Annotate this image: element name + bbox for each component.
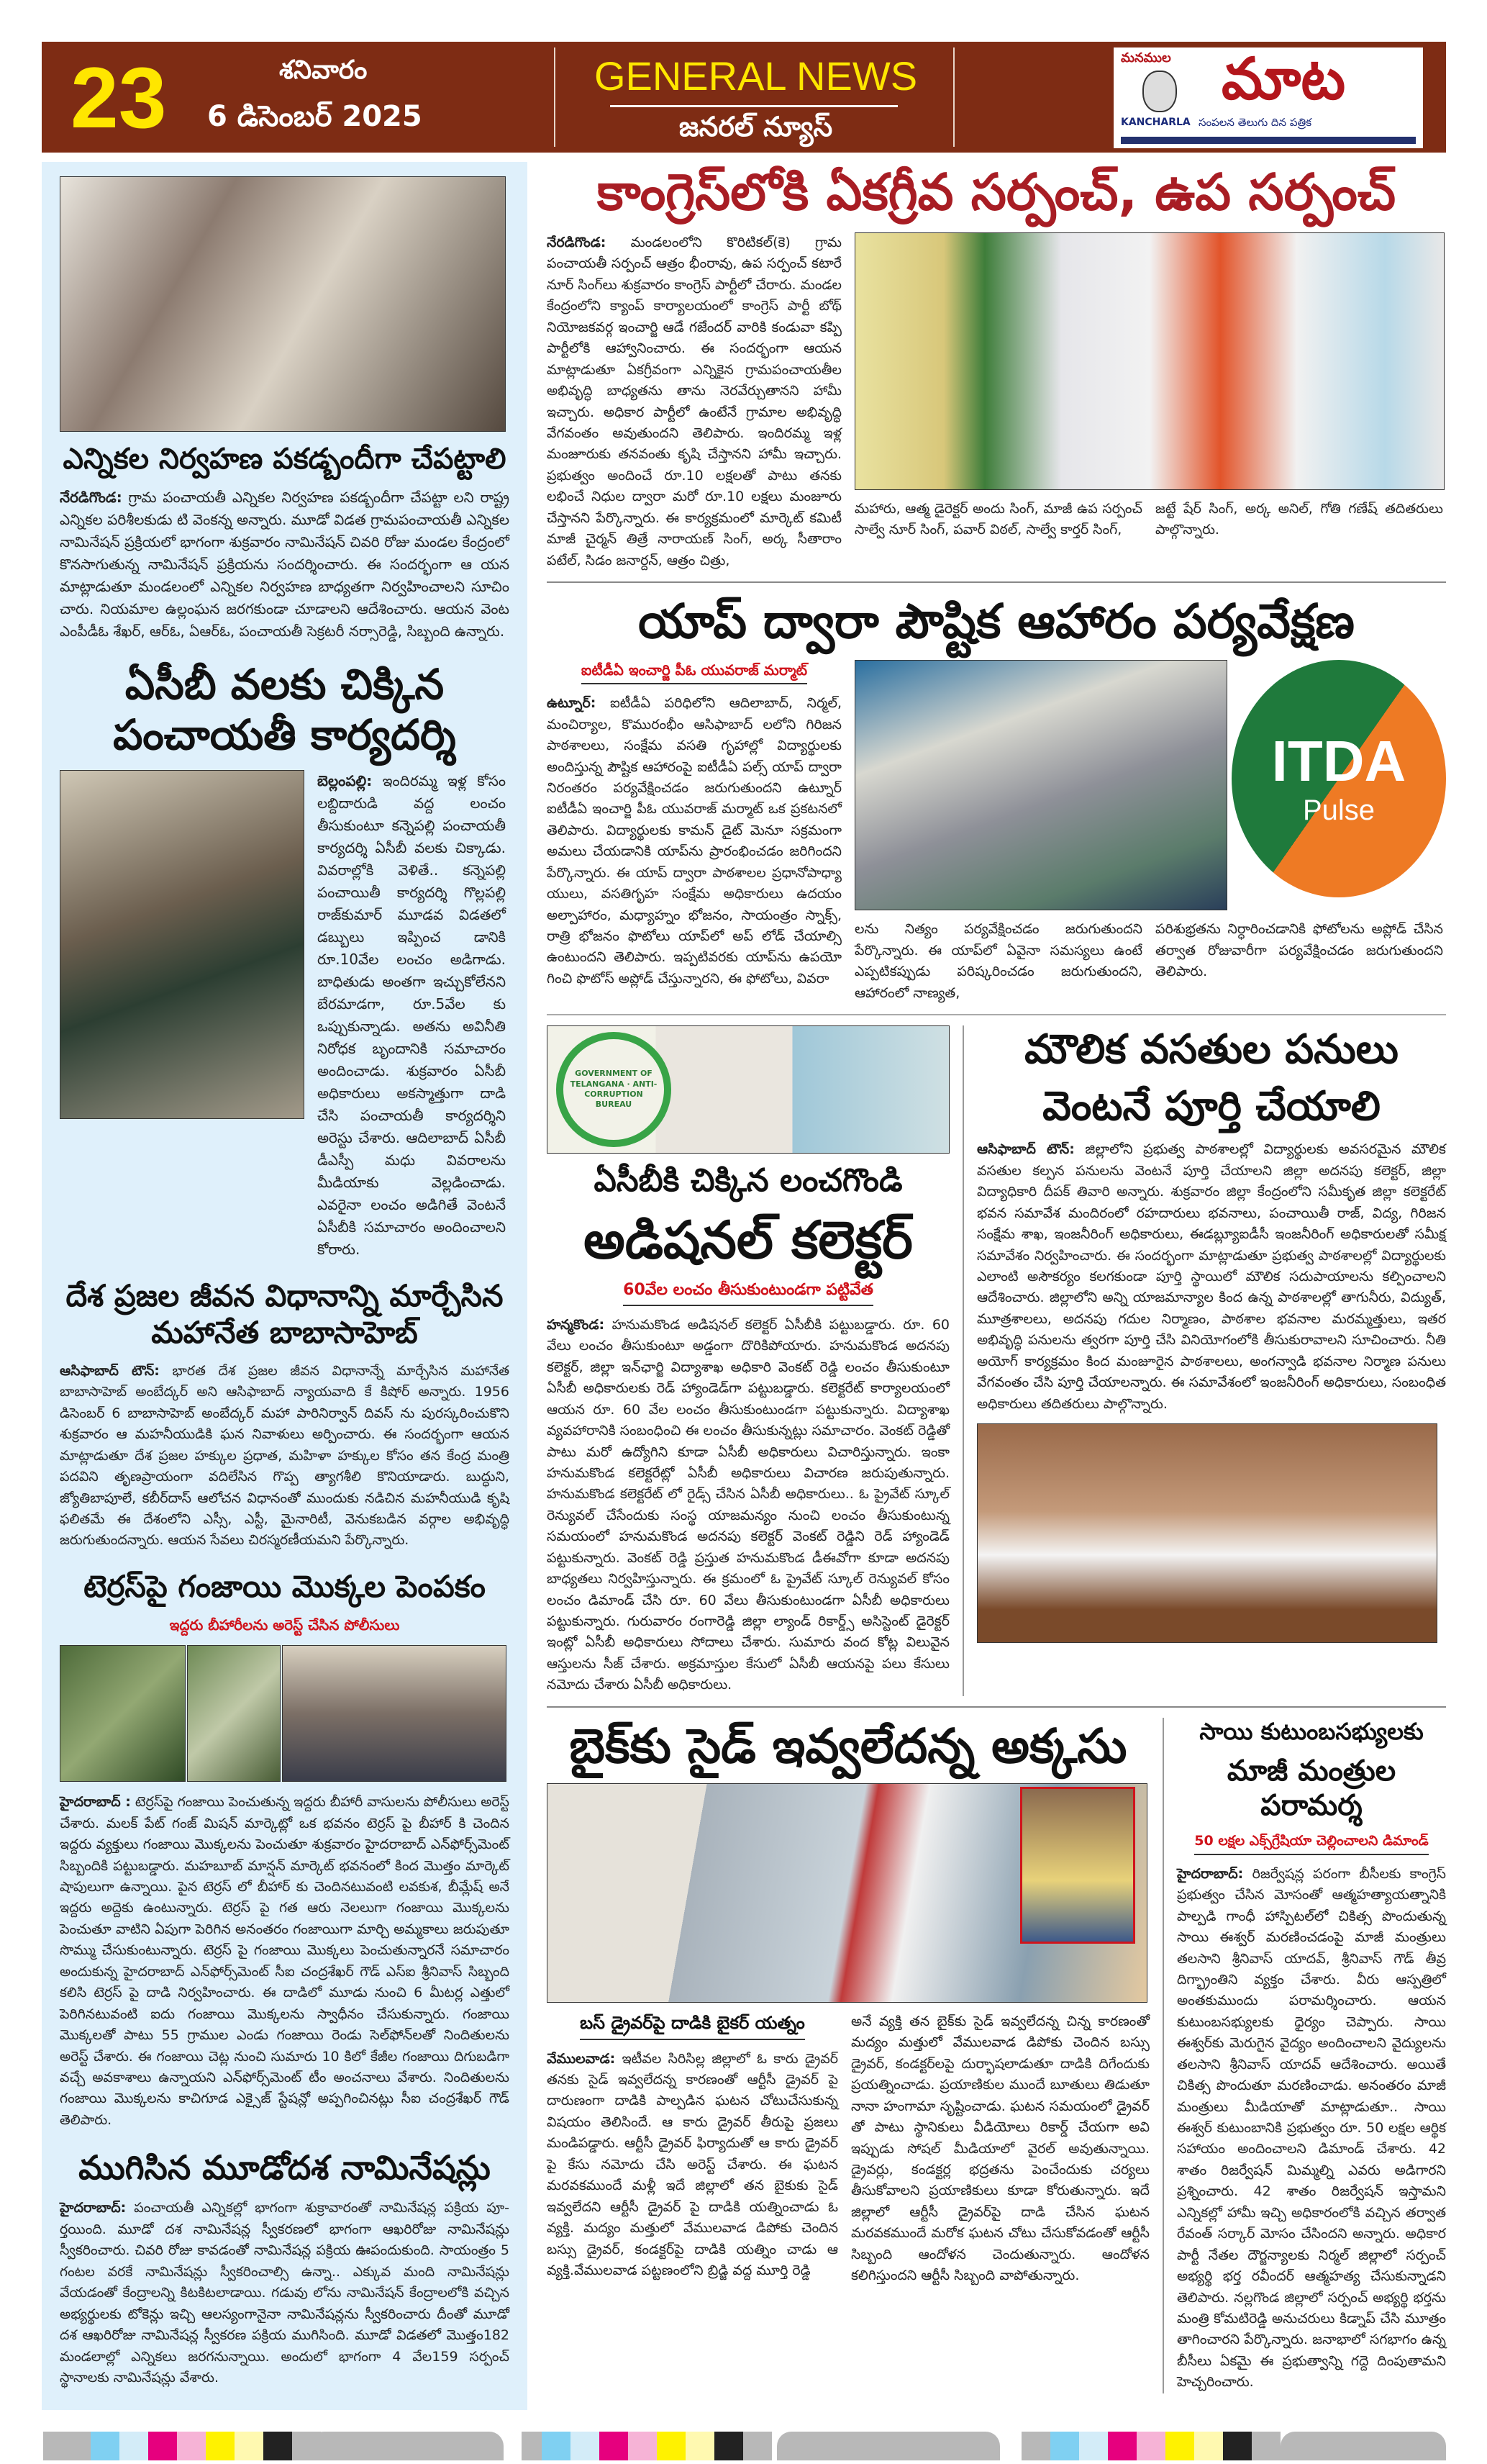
- divider: [547, 1014, 1446, 1015]
- dateline: ఉట్నూర్:: [547, 695, 596, 712]
- logo-text: Pulse: [1302, 794, 1375, 827]
- biker-inset-photo: [1020, 1787, 1135, 1944]
- divider: [1163, 1718, 1164, 2393]
- article-body: జిల్లాలోని ప్రభుత్వ పాఠశాలల్లో విద్యార్థులకు అవసరమైన మౌలిక వసతుల కల్పన పనులను వెంటనే పూర్తి చేయాలని జిల్లా అదనపు కలెక్టర్, జిల్లా విద్యాధికారి దీపక్ తివారి అన్నారు. శుక్రవారం జిల్లా కేంద్రంలోని సమీకృత జిల్లా కలెక్టరేట్ భవన సమావేశ మందిరంలో రహదారులు భవనాలు, పంచాయితీ రాజ్, విద్య, గిరిజన సంక్షేమ శాఖ, ఇంజనీరింగ్ అధికారులు, ఈడబ్ల్యూఐడీసీ ఇంజనీరింగ్ అధికారులతో సమీక్ష సమావేశం నిర్వహించారు. ఈ సందర్భంగా మాట్లాడుతూ ప్రభుత్వ పాఠశాలల్లో విద్యార్థులకు ఎలాంటి అసౌకర్యం కలగకుండా పూర్తి స్థాయిలో మౌలిక సదుపాయాలను కల్పించాలని ఆదేశించారు. జిల్లాలోని అన్ని యాజమాన్యాల కింద ఉన్న పాఠశాలల్లో తాగునీరు, విద్యుత్, మూత్రశాలలు, అదనపు గదుల నిర్మాణం, పాఠశాల భవనాల మరమ్మత్తులు, ఇతర అభివృద్ధి పనులను త్వరగా పూర్తి చేసి వినియోగంలోకి తీసుకురావాలని సూచించారు. నీతి అయోగ్ కార్యక్రమం కింద మంజూరైన పాఠశాలలు, అంగన్వాడి భవనాల నిర్మాణ పనులు వేగవంతం చేసి పూర్తి చేయాలన్నారు. ఈ సమావేశంలో ఇంజనీరింగ్ అధికారులు, సంబంధిత అధికారులు తదితరులు పాల్గొన్నారు.: [977, 1141, 1446, 1412]
- article-itda-cont: పరిశుభ్రతను నిర్ధారించడానికి ఫోటోలను అప్లోడ్ చేసిన తర్వాత రోజువారీగా పర్యవేక్షించడం జరుగుతుందని తెలిపారు.: [1155, 921, 1443, 980]
- article-body: టెర్రస్‌పై గంజాయి పెంచుతున్న ఇద్దరు బీహారీ వాసులను పోలీసులు అరెస్ట్ చేశారు. మలక్ పేట్ గంజ్ మిషన్ మార్కెట్లో ఒక భవనం టెర్రస్ పై బీహార్ కి చెందిన ఇద్దరు వ్యక్తులు గంజాయి మొక్కలను పెంచుతూ శుక్రవారం హైదరాబాద్ ఎన్‌ఫోర్స్‌మెంట్ సిబ్బందికి పట్టుబడ్డారు. మహబూబ్ మాన్షన్ మార్కెట్ భవనంలో కింద మొత్తం మార్కెట్ షాపులుగా ఉన్నాయి. పైన టెర్రస్ లో బీహార్ కు చెందినటువంటి లవకుశ, బీమ్లేష్ అనే ఇద్దరు అద్దెకు ఉంటున్నారు. టెర్రస్ పై గత ఆరు నెలలుగా గంజాయి మొక్కలను పెంచుతూ వాటిని ఏపుగా పెరిగిన అనంతరం గంజాయిగా మార్చి అమ్మకాలు జరుపుతూ సొమ్ము చేసుకుంటున్నారు. టెర్రస్ పై గంజాయి మొక్కలు పెంచుతున్నారనే సమాచారం అందుకున్న హైదరాబాద్ ఎన్‌ఫోర్స్‌మెంట్ సీఐ చంద్రశేఖర్ గౌడ్ ఎస్ఐ శ్రీనివాస్ సిబ్బంది కలిసి టెర్రస్ పై దాడి నిర్వహించారు. ఈ దాడిలో మూడు నుంచి 6 మీటర్ల ఎత్తులో పెరిగినటువంటి ఐదు గంజాయి మొక్కలను స్వాధీనం చేసుకున్నారు. గంజాయి మొక్కలతో పాటు 55 గ్రాముల ఎండు గంజాయి రెండు సెల్‌ఫోన్‌లతో నిందితులను అరెస్ట్ చేశారు. ఈ గంజాయి చెట్ల నుంచి సుమారు 10 కిలో కేజీల గంజాయి దిగుబడిగా వచ్చే అవకాశాలు ఉన్నాయని ఎన్‌ఫోర్స్‌మెంట్ టీం అంచనాలు వేశారు. నిందితులను గంజాయి మొక్కలను కాచిగూడ ఎక్సైజ్ స్టేషన్లో అప్పగించినట్లు సీఐ చంద్రశేఖర్ గౌడ్ తెలిపారు.: [60, 1794, 509, 2128]
- subhead: బస్ డ్రైవర్‌పై దాడికి బైకర్ యత్నం: [580, 2011, 805, 2040]
- article-body: భారత దేశ ప్రజల జీవన విధానాన్నే మార్చేసిన మహానేత బాబాసాహెబ్ అంబేద్కర్ అని ఆసిఫాబాద్ న్యాయవాది కే కిషోర్ అన్నారు. 1956 డిసెంబర్ 6 బాబాసాహెబ్ అంబేద్కర్ మహా పారినిర్వాన్ దివస్ ను పురస్కరించుకొని శుక్రవారం ఆ మహనీయుడికి ఘన నివాళులు అర్పించారు. ఈ సందర్భంగా ఆయన మాట్లాడుతూ దేశ ప్రజల హక్కుల ప్రధాత, మహిళా హక్కుల కోసం తన కేంద్ర మంత్రి పదవిని తృణప్రాయంగా వదిలేసిన గొప్ప త్యాగశీలి కొనియాడారు. బుద్ధుని, జ్యోతిబాపూలే, కబీర్‌దాస్ ఆలోచన విధానంతో ముందుకు నడిచిన మహనీయుడి కృషి ఫలితమే ఈ దేశంలోని ఎస్సీ, ఎస్టీ, మైనారిటీ, వెనుకబడిన వర్గాల అభివృద్ధి జరుగుతుందన్నారు. ఆయన సేవలు చిరస్మరణీయమని పేర్కొన్నారు.: [60, 1362, 509, 1549]
- article-bike: [547, 2049, 838, 2282]
- headline-basic-facilities: వెంటనే పూర్తి చేయాలి: [1042, 1083, 1381, 1131]
- acb-seal-icon: GOVERNMENT OF TELANGANA · ANTI-CORRUPTION BUREAU: [556, 1032, 671, 1147]
- dateline: నేరడిగొండ:: [547, 235, 606, 250]
- photo-caption: జట్టే షేర్ సింగ్, అర్క అనిల్, గోతి గణేష్ తదితరులు పాల్గొన్నారు.: [1155, 501, 1443, 538]
- article-itda-cont: లను నిత్యం పర్యవేక్షించడం జరుగుతుందని పేర్కొన్నారు. ఈ యాప్‌లో ఏవైనా సమస్యలు ఉంటే ఎప్పటికప్పుడు పరిష్కరించడం జరుగుతుందని, ఆహారంలో నాణ్యత,: [855, 921, 1142, 1001]
- right-column: [547, 162, 1446, 2393]
- article-body: ఇందిరమ్మ ఇళ్ల కోసం లబ్దిదారుడి వద్ద లంచం తీసుకుంటూ కన్నెపల్లి పంచాయతీ కార్యదర్శి ఏసీబీ వలకు చిక్కాడు. వివరాల్లోకి వెళితే.. కన్నెపల్లి పంచాయితీ కార్యదర్శి గొల్లపల్లి రాజ్‌కుమార్ మూడవ విడతలో డబ్బులు ఇప్పించ డానికి రూ.10వేల లంచం అడిగాడు. బాధితుడు అంతగా ఇచ్చుకోలేనని బేరమాడగా, రూ.5వేల కు ఒప్పుకున్నాడు. అతను అవినీతి నిరోధక బృందానికి సమాచారం అందించాడు. శుక్రవారం ఏసీబీ అధికారులు అకస్మాత్తుగా దాడి చేసి పంచాయతీ కార్యదర్శిని అరెస్టు చేశారు. ఆదిలాబాద్ ఏసీబీ డీఎస్పీ మధు వివరాలను మీడియాకు వెల్లడించాడు. ఎవరైనా లంచం అడిగితే వెంటనే ఏసీబీకి సమాచారం అందించాలని కోరారు.: [317, 772, 506, 1259]
- dateline: వేములవాడ:: [547, 2050, 616, 2067]
- article-addl-collector: [547, 1315, 950, 1696]
- page-number: 23: [71, 50, 167, 146]
- color-registration-strip: [777, 2432, 1000, 2460]
- divider: [547, 1706, 1446, 1708]
- article-elections: [60, 486, 509, 643]
- article-ambedkar: [60, 1361, 509, 1552]
- subhead: 60వేల లంచం తీసుకుంటుండగా పట్టివేత: [623, 1279, 873, 1306]
- article-bike-cont: అనే వ్యక్తి తన బైక్‌కు సైడ్ ఇవ్వలేదన్న చిన్న కారణంతో మద్యం మత్తులో వేములవాడ డిపోకు చెందిన బస్సు డ్రైవర్, కండక్టర్‌లపై దుర్భాషలాడుతూ దాడికి దిగేందుకు ప్రయత్నించాడు. ప్రయాణికుల ముందే బూతులు తిడుతూ నానా హంగామా సృష్టించాడు. ఘటన సమయంలో డ్రైవర్ తో పాటు స్థానికులు వీడియోలు రికార్డ్ చేయగా అవి ఇప్పుడు సోషల్ మీడియాలో వైరల్ అవుతున్నాయి. డ్రైవర్లు, కండక్టర్ల భద్రతను పెంచేందుకు చర్యలు తీసుకోవాలని ప్రయాణికులు కూడా కోరుతున్నారు. ఇదే జిల్లాలో ఆర్టీసీ డ్రైవర్‌పై దాడి చేసిన ఘటన మరవకముందే మరోక ఘటన చోటు చేసుకోవడంతో ఆర్టీసీ సిబ్బంది ఆందోళన చెందుతున్నారు. ఆందోళన కలిగిస్తుందని ఆర్టీసీ సిబ్బంది వాపోతున్నారు.: [851, 2013, 1150, 2284]
- article-acb-secretary: [317, 770, 506, 1261]
- color-registration-strip: [309, 2432, 504, 2460]
- congress-photo: [855, 232, 1445, 490]
- page-body: [42, 162, 1446, 2410]
- headline-acb-secretary: ఏసీబీ వలకు చిక్కిన పంచాయతీ కార్యదర్శి: [113, 660, 456, 759]
- headline-itda: యాప్ ద్వారా పౌష్టిక ఆహారం పర్యవేక్షణ: [638, 594, 1355, 649]
- headline-addl-collector: ఏసీబీకి చిక్కిన లంచగొండి: [594, 1161, 903, 1199]
- left-column: [42, 162, 527, 2410]
- dateline: ఆసిఫాబాద్ టౌన్:: [60, 1362, 160, 1379]
- day: శనివారం: [279, 55, 368, 85]
- color-registration-strip: [522, 2432, 772, 2460]
- photo-caption: మహారు, ఆత్మ డైరెక్టర్ అందు సింగ్, మాజీ ఉప సర్పంచ్ సాల్వే నూర్ సింగ్, పవార్ విఠల్, సాల్వే కార్తర్ సింగ్,: [855, 501, 1142, 538]
- headline-elections: ఎన్నికల నిర్వహణ పకడ్బందీగా చేపట్టాలి: [63, 443, 506, 476]
- headline-congress: కాంగ్రెస్‌లోకి ఏకగ్రీవ సర్పంచ్, ఉప సర్పంచ్: [596, 163, 1396, 222]
- dateline: బెల్లంపల్లి:: [317, 772, 373, 790]
- date: 6 డిసెంబర్ 2025: [207, 100, 422, 133]
- divider: [554, 47, 555, 147]
- article-terrace-ganja: [60, 1792, 509, 2131]
- bus-photo: [547, 1783, 1147, 2003]
- headline-nominations: ముగిసిన మూడోదశ నామినేషన్లు: [78, 2148, 491, 2188]
- plants-photo: [60, 1645, 186, 1782]
- color-registration-strips: [0, 2432, 1487, 2460]
- divider: [547, 581, 1446, 583]
- officer-photo: [855, 660, 1227, 910]
- accused-photo: [282, 1645, 506, 1782]
- article-sai: [1177, 1864, 1446, 2393]
- color-registration-strip: [1022, 2432, 1281, 2460]
- section-title-en: GENERAL NEWS: [594, 53, 918, 99]
- color-registration-strip: [1281, 2432, 1446, 2460]
- article-body: రిజర్వేషన్ల పరంగా బీసీలకు కాంగ్రెస్ ప్రభుత్వం చేసిన మోసంతో ఆత్మహత్యాయత్నానికి పాల్పడి గాంధీ హాస్పిటల్‌లో చికిత్స పొందుతున్న సాయి ఈశ్వర్ మరణించడంపై మాజీ మంత్రులు తలసాని శ్రీనివాస్ యాదవ్, శ్రీనివాస్ గౌడ్ తీవ్ర దిగ్భ్రాంతిని వ్యక్తం చేశారు. వీరు ఆస్పత్రిలో అంతకుముందు పరామర్శించారు. ఆయన కుటుంబసభ్యులకు ధైర్యం చెప్పారు. సాయి ఈశ్వర్‌కు మెరుగైన వైద్యం అందించాలని వైద్యులను తలసాని శ్రీనివాస్ యాదవ్ ఆదేశించారు. అయితే చికిత్స పొందుతూ మరణించాడు. అనంతరం మాజీ మంత్రులు మీడియాతో మాట్లాడుతూ.. సాయి ఈశ్వర్ కుటుంబానికి ప్రభుత్వం రూ. 50 లక్షల ఆర్థిక సహాయం అందించాలని డిమాండ్ చేశారు. 42 శాతం రిజర్వేషన్ మిమ్మల్ని ఎవరు అడిగారని ప్రశ్నించారు. 42 శాతం రిజర్వేషన్ ఇస్తామని ఎన్నికల్లో హామీ ఇచ్చి అధికారంలోకి వచ్చిన తర్వాత రేవంత్ సర్కార్ మోసం చేసిందని అన్నారు. అధికార పార్టీ నేతల దౌర్జన్యాలకు నిర్మల్ జిల్లాలో సర్పంచ్ అభ్యర్థి భర్త రవీందర్ ఆత్మహత్య చేసుకున్నాడని తెలిపారు. నల్లగొండ జిల్లాలో సర్పంచ్ అభ్యర్థి భర్తను మంత్రి కోమటిరెడ్డి అనుచరులు కిడ్నాప్ చేసి మూత్రం తాగించారని పేర్కొన్నారు. జనాభాలో సగభాగం ఉన్న బీసీలు ఏకమై ఈ ప్రభుత్వాన్ని గద్దె దింపుతామని హెచ్చరించారు.: [1177, 1865, 1446, 2391]
- article-body: ఐటీడీఏ పరిధిలోని ఆదిలాబాద్, నిర్మల్, మంచిర్యాల, కొమురంభీం ఆసిఫాబాద్ లలోని గిరిజన పాఠశాలలు, సంక్షేమ వసతి గృహాల్లో విద్యార్థులకు అందిస్తున్న పౌష్టిక ఆహారంపై ఐటీడీఏ పల్స్ యాప్ ద్వారా నిరంతరం పర్యవేక్షించడం జరుగుతుందని ఉట్నూర్ ఐటీడీఏ ఇంచార్జి పీఓ యువరాజ్ మర్మాట్ ఒక ప్రకటనలో తెలిపారు. విద్యార్థులకు కామన్ డైట్ మెనూ సక్రమంగా అమలు చేయడానికి యాప్‌ను ప్రారంభించడం జరిగిందని పేర్కొన్నారు. ఈ యాప్ ద్వారా పాఠశాలల ప్రధానోపాధ్యా యులు, వసతిగృహ సంక్షేమ అధికారులు ఉదయం అల్పాహారం, మధ్యాహ్నం భోజనం, సాయంత్రం స్నాక్స్, రాత్రి భోజనం ఫొటోలు యాప్‌లో అప్ లోడ్ చేయాల్సి ఉంటుందని తెలిపారు. ఇప్పటివరకు యాప్‌ను ఉపయో గించి ఫొటోస్ అప్లోడ్ చేస్తున్నారని, ఈ ఫోటోలు, వివరా: [547, 695, 842, 987]
- logo-tagline: సంపలన తెలుగు దిన పత్రిక: [1199, 116, 1312, 129]
- headline-sai: సాయి కుటుంబసభ్యులకు: [1199, 1717, 1424, 1745]
- dateline: హైదరాబాద్:: [1177, 1865, 1244, 1882]
- election-photo: [60, 176, 506, 432]
- meeting-photo: [977, 1423, 1437, 1643]
- plants-photo: [187, 1645, 281, 1782]
- dateline: ఆసిఫాబాద్ టౌన్:: [977, 1141, 1075, 1158]
- subhead: ఐటీడీఏ ఇంచార్జి పీఓ యువరాజ్ మర్మాట్: [581, 660, 807, 684]
- portrait-icon: [1142, 71, 1177, 112]
- divider: [963, 1025, 964, 1696]
- headline-ambedkar: దేశ ప్రజల జీవన విధానాన్ని మార్చేసిన మహానేత బాబాసాహెబ్: [65, 1278, 504, 1350]
- headline-basic-facilities: మౌలిక వసతుల పనులు: [1024, 1025, 1399, 1073]
- logo-title: మాట: [1222, 45, 1346, 112]
- collector-photo: [547, 1025, 950, 1154]
- logo-small: మనముల: [1121, 50, 1171, 65]
- article-itda: [547, 693, 842, 989]
- dateline: హైదరాబాద్ :: [60, 1794, 131, 1811]
- article-body: గ్రామ పంచాయతీ ఎన్నికల నిర్వహణ పకడ్బందీగా చేపట్టా లని రాష్ట్ర ఎన్నికల పరిశీలకుడు టి వెంకన్న అన్నారు. మూడో విడత గ్రామపంచాయతీ ఎన్నికల నామినేషన్ ప్రక్రియలో భాగంగా శుక్రవారం నామినేషన్ చివరి రోజు మండల కేంద్రంలో కొనసాగుతున్న నామినేషన్ ప్రక్రియను సందర్శించారు. ఈ సందర్భంగా ఆ యన మాట్లాడుతూ మండలంలో ఎన్నికల నిర్వహణ బాధ్యతగా నిర్వహించాలని సూచిం చారు. నియమాల ఉల్లంఘన జరగకుండా చూడాలని ఆదేశించారు. ఆయన వెంట ఎంపీడీఓ శేఖర్, ఆర్ఓ, ఏఆర్ఓ, పంచాయతీ సెక్రటరీ నర్సారెడ్డి, సిబ్బంది ఉన్నారు.: [60, 489, 510, 640]
- masthead: [42, 42, 1446, 153]
- color-registration-strip: [43, 2432, 321, 2460]
- headline-addl-collector: అడిషనల్ కలెక్టర్: [583, 1209, 913, 1270]
- logo-text: ITDA: [1271, 729, 1406, 794]
- dateline: నేరడిగొండ:: [60, 489, 122, 506]
- article-nominations: [60, 2198, 509, 2388]
- logo-bar: [1121, 137, 1416, 144]
- article-body: హనుమకొండ అడిషనల్ కలెక్టర్ ఏసీబీకి పట్టుబడ్డారు. రూ. 60 వేలు లంచం తీసుకుంటూ అడ్డంగా దొరికిపోయారు. హనుమకొండ అదనపు కలెక్టర్, జిల్లా ఇన్‌ఛార్జి విద్యాశాఖ అధికారి వెంకట్ రెడ్డి లంచం తీసుకుంటూ ఏసీబీ అధికారులకు రెడ్ హ్యాండెడ్‌గా పట్టుబడ్డారు. కలెక్టరేట్ కార్యాలయంలో ఆయన రూ. 60 వేల లంచం తీసుకుంటుండగా పట్టుకున్నారు. విద్యాశాఖ వ్యవహారానికి సంబంధించి ఈ లంచం తీసుకున్నట్లు సమాచారం. వెంకట్ రెడ్డితో పాటు మరో ఉద్యోగిని కూడా ఏసీబీ అధికారులు విచారిస్తున్నారు. ఇంకా హనుమకొండ కలెక్టరేట్లో ఏసీబీ అధికారులు విచారణ జరుపుతున్నారు. హనుమకొండ కలెక్టరేట్ లో రైడ్స్ చేసిన ఏసీబీ అధికారులు.. ఓ ప్రైవేట్ స్కూల్ రెన్యువల్ చేసేందుకు సంస్థ యాజమన్యం నుంచి లంచం తీసుకుంటున్న సమయంలో హనుమకొండ అదనపు కలెక్టర్ వెంకట్ రెడ్డిని రెడ్ హ్యాండెడ్ పట్టుకున్నారు. వెంకట్ రెడ్డి ప్రస్తుత హనుమకొండ డీఈవోగా కూడా అదనపు బాధ్యతలు నిర్వహిస్తున్నారు. ఈ క్రమంలో ఓ ప్రైవేట్ స్కూల్ రెన్యువల్ కోసం లంచం డిమాండ్ చేసి రూ. 60 వేలు తీసుకుంటుండగా ఏసీబీ అధికారులు పట్టుకున్నారు. గురువారం రంగారెడ్డి జిల్లా ల్యాండ్ రికార్డ్స్ అసిస్టెంట్ డైరెక్టర్ ఇంట్లో ఏసీబీ అధికారులు సోదాలు చేశారు. సుమారు వంద కోట్ల విలువైన ఆస్తులను సీజ్ చేశారు. అక్రమాస్తుల కేసులో ఏసీబీ ఆయనపై పలు కేసులు నమోదు చేశారు ఏసీబీ అధికారులు.: [547, 1316, 950, 1693]
- itda-pulse-logo: [1232, 660, 1446, 897]
- logo-brand: KANCHARLA: [1121, 117, 1191, 128]
- divider: [953, 47, 955, 147]
- secretary-photo: [60, 770, 304, 1119]
- article-body: పంచాయతీ ఎన్నికల్లో భాగంగా శుక్రావారంతో నామినేషన్ల పక్రియ పూ- ర్తయింది. మూడో దశ నామినేషన్ల స్వీకరణలో భాగంగా ఆఖరిరోజు నామినేషన్లు స్వీకరించారు. చివరి రోజు కావడంతో నామినేషన్ల పక్రియ ఊపందుకుంది. సాయంత్రం 5 గంటల వరకే నామినేషన్లు స్వీకరించాల్సి ఉన్నా.. ఎక్కువ మంది నామినేషన్లు వేయడంతో కేంద్రాలన్ని కిటకిటలాడాయి. గడువు లోను నామినేషన్ కేంద్రాలలోకి వచ్చిన అభ్యర్థులకు టోకెన్లు ఇచ్చి ఆలస్యంగానైనా నామినేషన్లను స్వీకరించారు దీంతో మూడో దశ ఆఖరిరోజు నామినేషన్ల స్వీకరణ పక్రియ ముగిసింది. మూడో విడతలో మొత్తం182 మండలాల్లో ఎన్నికలు జరగనున్నాయి. అందులో భాగంగా 4 వేల159 సర్పంచ్ స్థానాలకు నామినేషన్లు వేశారు.: [60, 2200, 509, 2386]
- article-basic-facilities: [977, 1139, 1446, 1415]
- subhead: ఇద్దరు బీహారీలను అరెస్ట్ చేసిన పోలీసులు: [169, 1616, 400, 1634]
- section-title-te: జనరల్ న్యూస్: [678, 111, 833, 142]
- article-congress: [547, 232, 842, 571]
- subhead: 50 లక్షల ఎక్స్‌గ్రేషియా చెల్లించాలని డిమాండ్: [1194, 1831, 1428, 1855]
- headline-bike: బైక్‌కు సైడ్ ఇవ్వలేదన్న అక్కసు: [569, 1718, 1127, 1774]
- article-body: ఇటీవల సిరిసిల్ల జిల్లాలో ఓ కారు డ్రైవర్ తనకు సైడ్ ఇవ్వలేదన్న కారణంతో ఆర్టీసీ డ్రైవర్ పై దారుణంగా దాడికి పాల్పడిన ఘటన చోటుచేసుకున్న విషయం తెలిసిందే. ఆ కారు డ్రైవర్ తీరుపై ప్రజలు మండిపడ్డారు. ఆర్టీసీ డ్రైవర్ ఫిర్యాదుతో ఆ కారు డ్రైవర్ పై కేసు నమోదు చేసి అరెస్ట్ చేశారు. ఈ ఘటన మరవకముందే మళ్లీ ఇదే జిల్లాలో తన బైకుకు సైడ్ ఇవ్వలేదని ఆర్టీసీ డ్రైవర్ పై దాడికి యత్నించాడు ఓ వ్యక్తి. మద్యం మత్తులో వేములవాడ డిపోకు చెందిన బస్సు డ్రైవర్, కండక్టర్‌పై దాడికి యత్నిం చాడు ఆ వ్యక్తి.వేములవాడ పట్టణంలోని బ్రిడ్జి వద్ద మూర్తి రెడ్డి: [547, 2050, 838, 2278]
- dateline: హైదరాబాద్:: [60, 2200, 127, 2216]
- dateline: హన్మకొండ:: [547, 1316, 605, 1333]
- article-body: మండలంలోని కొరిటికల్(కె) గ్రామ పంచాయతీ సర్పంచ్ ఆత్రం భీంరావు, ఉప సర్పంచ్ కటారే నూర్ సింగ్‌లు శుక్రవారం కాంగ్రెస్ పార్టీలో చేరారు. మండల కేంద్రంలోని క్యాంప్ కార్యాలయంలో కాంగ్రెస్ పార్టీ బోథ్ నియోజకవర్గ ఇంచార్జి ఆడే గజేందర్ వారికి కండువా కప్పి పార్టీలోకి ఆహ్వానించారు. ఈ సందర్భంగా ఆయన మాట్లాడుతూ ఏకగ్రీవంగా ఎన్నికైన గ్రామపంచాయతీల అభివృద్ధి బాధ్యతను తాను నెరవేర్చుతానని హామీ ఇచ్చారు. అధికార పార్టీలో ఉంటేనే గ్రామాల అభివృద్ధి వేగవంతం అవుతుందని తెలిపారు. ఇందిరమ్మ ఇళ్ల మంజూరుకు తనవంతు కృషి చేస్తానని హామీ ఇచ్చారు. ప్రభుత్వం అందించే రూ.10 లక్షలతో పాటు తనకు లభించే నిధుల ద్వారా మరో రూ.10 లక్షలు మంజూరు చేస్తానని పేర్కొన్నారు. ఈ కార్యక్రమంలో మార్కెట్ కమిటీ మాజీ చైర్మన్ తిత్రే నారాయణ్ సింగ్, అర్క సీతారాం పటేల్, సిడం జనార్దన్, ఆత్రం చిత్రు,: [547, 235, 842, 569]
- headline-sai: మాజీ మంత్రుల పరామర్శ: [1227, 1754, 1396, 1823]
- headline-terrace-ganja: టెర్రస్‌పై గంజాయి మొక్కల పెంపకం: [83, 1568, 486, 1604]
- divider: [610, 105, 898, 107]
- newspaper-logo: [1114, 47, 1423, 148]
